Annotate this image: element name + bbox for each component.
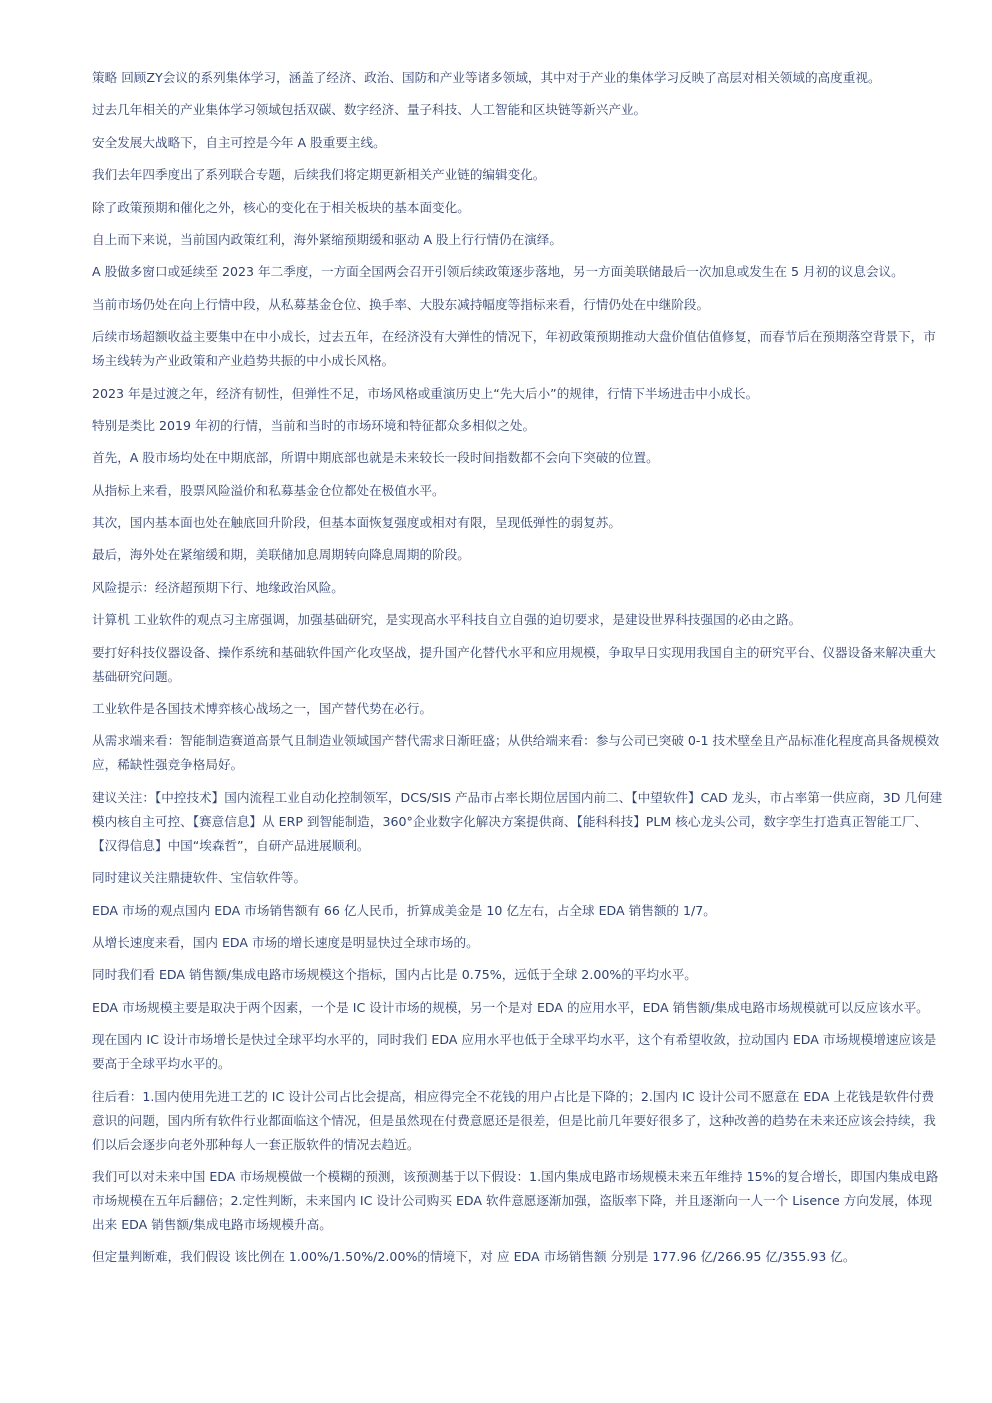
paragraph: 特别是类比 2019 年初的行情，当前和当时的市场环境和特征都众多相似之处。 [92, 417, 536, 433]
paragraph: 从需求端来看：智能制造赛道高景气且制造业领域国产替代需求日渐旺盛；从供给端来看：参与公司已突破 0-1 技术壁垒且产品标准化程度高具备规模效应，稀缺性强竞争格局好。 [92, 733, 940, 773]
paragraph: 我们去年四季度出了系列联合专题，后续我们将定期更新相关产业链的编辑变化。 [92, 167, 546, 183]
paragraph: 安全发展大战略下，自主可控是今年 A 股重要主线。 [92, 134, 386, 150]
paragraph: 从增长速度来看，国内 EDA 市场的增长速度是明显快过全球市场的。 [92, 934, 479, 950]
paragraph: EDA 市场规模主要是取决于两个因素，一个是 IC 设计市场的规模，另一个是对 EDA 的应用水平，EDA 销售额/集成电路市场规模就可以反应该水平。 [92, 999, 929, 1015]
paragraph: 工业软件是各国技术博弈核心战场之一，国产替代势在必行。 [92, 701, 433, 717]
paragraph: 2023 年是过渡之年，经济有韧性，但弹性不足，市场风格或重演历史上“先大后小”的规律，行情下半场进击中小成长。 [92, 385, 759, 401]
paragraph: 过去几年相关的产业集体学习领域包括双碳、数字经济、量子科技、人工智能和区块链等新兴产业。 [92, 102, 647, 118]
paragraph: 同时建议关注鼎捷软件、宝信软件等。 [92, 870, 307, 886]
paragraph: 往后看：1.国内使用先进工艺的 IC 设计公司占比会提高，相应得完全不花钱的用户占比是下降的；2.国内 IC 设计公司不愿意在 EDA 上花钱是软件付费意识的问题，国内所有软件行业都面临这个情况，但是虽然现在付费意愿还是很差，但是比前几年要好很多了，这种改善的趋势在未来还应该会持续，我们以后会逐步向老外那种每人一套正版软件的情况去趋近。 [92, 1088, 936, 1152]
paragraph: 其次，国内基本面也处在触底回升阶段，但基本面恢复强度或相对有限，呈现低弹性的弱复苏。 [92, 515, 621, 531]
paragraph: EDA 市场的观点国内 EDA 市场销售额有 66 亿人民币，折算成美金是 10 亿左右，占全球 EDA 销售额的 1/7。 [92, 902, 716, 918]
paragraph: 要打好科技仪器设备、操作系统和基础软件国产化攻坚战，提升国产化替代水平和应用规模，争取早日实现用我国自主的研究平台、仪器设备来解决重大基础研究问题。 [92, 644, 936, 684]
paragraph: 除了政策预期和催化之外，核心的变化在于相关板块的基本面变化。 [92, 199, 470, 215]
paragraph: 现在国内 IC 设计市场增长是快过全球平均水平的，同时我们 EDA 应用水平也低于全球平均水平，这个有希望收敛，拉动国内 EDA 市场规模增速应该是要高于全球平均水平的。 [92, 1032, 937, 1072]
paragraph: A 股做多窗口或延续至 2023 年二季度，一方面全国两会召开引领后续政策逐步落地，另一方面美联储最后一次加息或发生在 5 月初的议息会议。 [92, 264, 904, 280]
paragraph: 自上而下来说，当前国内政策红利，海外紧缩预期缓和驱动 A 股上行行情仍在演绎。 [92, 231, 562, 247]
paragraph: 同时我们看 EDA 销售额/集成电路市场规模这个指标，国内占比是 0.75%，远低于全球 2.00%的平均水平。 [92, 967, 697, 983]
paragraph: 风险提示：经济超预期下行、地缘政治风险。 [92, 579, 344, 595]
paragraph: 计算机 工业软件的观点习主席强调，加强基础研究，是实现高水平科技自立自强的迫切要求，是建设世界科技强国的必由之路。 [92, 612, 802, 628]
paragraph: 策略 回顾ZY会议的系列集体学习，涵盖了经济、政治、国防和产业等诸多领域，其中对于产业的集体学习反映了高层对相关领域的高度重视。 [92, 70, 881, 85]
paragraph: 首先，A 股市场均处在中期底部，所谓中期底部也就是未来较长一段时间指数都不会向下突破的位置。 [92, 450, 659, 466]
paragraph: 从指标上来看，股票风险溢价和私募基金仓位都处在极值水平。 [92, 482, 445, 498]
paragraph: 最后，海外处在紧缩缓和期，美联储加息周期转向降息周期的阶段。 [92, 547, 470, 563]
paragraph: 当前市场仍处在向上行情中段，从私募基金仓位、换手率、大股东减持幅度等指标来看，行情仍处在中继阶段。 [92, 296, 710, 312]
paragraph: 后续市场超额收益主要集中在中小成长，过去五年，在经济没有大弹性的情况下，年初政策预期推动大盘价值估值修复，而春节后在预期落空背景下，市场主线转为产业政策和产业趋势共振的中小成长风格。 [92, 329, 936, 369]
paragraph: 我们可以对未来中国 EDA 市场规模做一个模糊的预测，该预测基于以下假设：1.国内集成电路市场规模未来五年维持 15%的复合增长，即国内集成电路市场规模在五年后翻倍；2.定性判断，未来国内 IC 设计公司购买 EDA 软件意愿逐渐加强，盗版率下降，并且逐渐向一人一个 Lisence 方向发展，体现出来 EDA 销售额/集成电路市场规模升高。 [92, 1168, 939, 1232]
document-body [92, 66, 944, 1278]
paragraph: 但定量判断难，我们假设 该比例在 1.00%/1.50%/2.00%的情境下，对 应 EDA 市场销售额 分别是 177.96 亿/266.95 亿/355.93 亿。 [92, 1249, 856, 1265]
paragraph: 建议关注：【中控技术】国内流程工业自动化控制领军，DCS/SIS 产品市占率长期位居国内前二、【中望软件】CAD 龙头，市占率第一供应商，3D 几何建模内核自主可控、【赛意信息】从 ERP 到智能制造，360°企业数字化解决方案提供商、【能科科技】PLM 核心龙头公司，数字孪生打造真正智能工厂、【汉得信息】中国“埃森哲”，自研产品进展顺利。 [92, 789, 943, 853]
